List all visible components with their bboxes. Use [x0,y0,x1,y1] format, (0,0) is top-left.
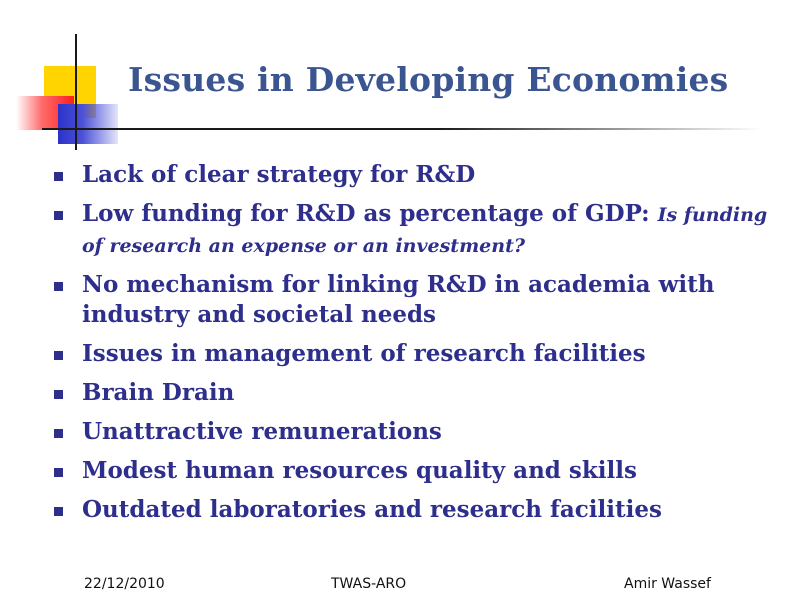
slide-decoration [0,0,130,160]
footer-author: Amir Wassef [624,576,711,592]
bullet-item [52,378,772,408]
title-underline [42,128,762,130]
footer-date: 22/12/2010 [84,576,165,592]
bullet-text: Low funding for R&D as percentage of GDP: [82,200,658,227]
bullet-item [52,417,772,447]
bullet-item [52,270,772,330]
bullet-text: No mechanism for linking R&D in academia with industry and societal needs [82,271,715,328]
bullet-item [52,199,772,261]
bullet-list [52,160,772,534]
bullet-text: Unattractive remunerations [82,418,442,445]
bullet-item [52,495,772,525]
bullet-item [52,456,772,486]
bullet-item [52,339,772,369]
slide-title: Issues in Developing Economies [128,60,729,99]
bullet-text: Outdated laboratories and research facilities [82,496,662,523]
bullet-italic-text: Is funding of research an expense or an investment? [82,204,768,257]
bullet-item [52,160,772,190]
bullet-text: Issues in management of research facilities [82,340,646,367]
bullet-text: Brain Drain [82,379,235,406]
footer-organization: TWAS-ARO [331,576,407,592]
bullet-text: Modest human resources quality and skills [82,457,637,484]
decoration-vertical-line [75,34,77,150]
decoration-blue-square [58,104,118,144]
bullet-text: Lack of clear strategy for R&D [82,161,476,188]
